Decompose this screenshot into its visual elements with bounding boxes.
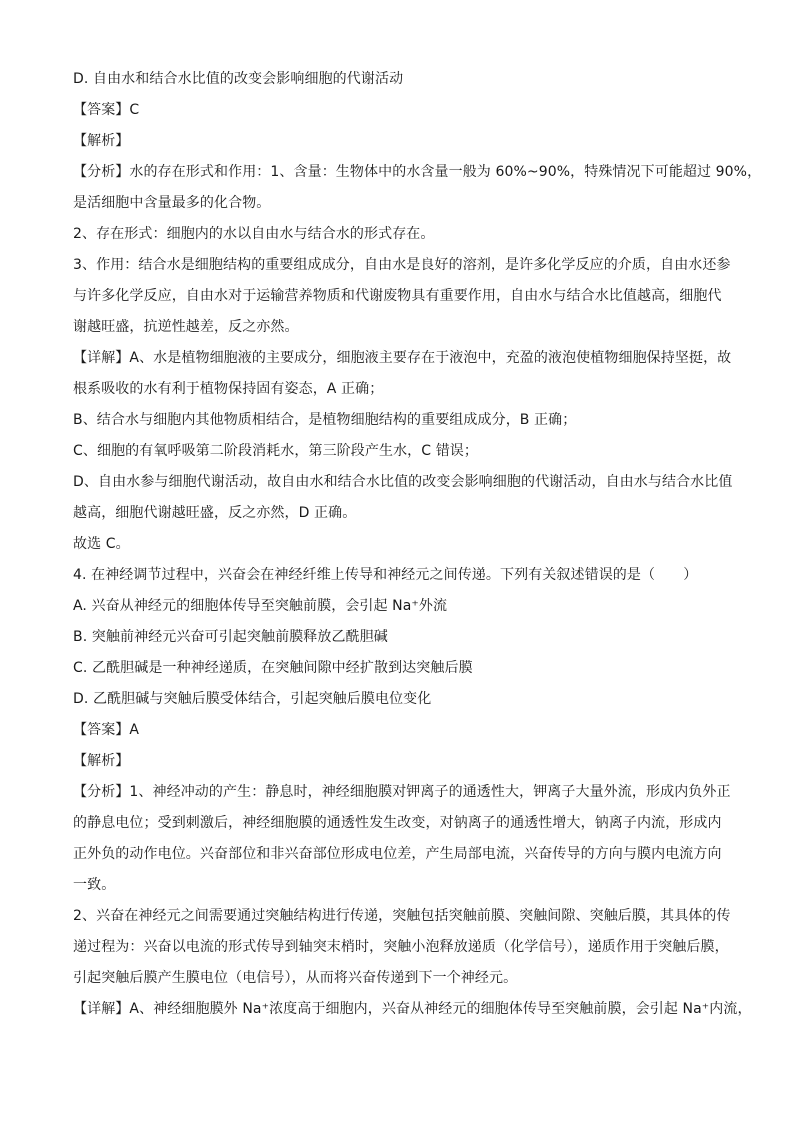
conclusion-line: 故选 C。 <box>73 536 130 552</box>
answer-label: 【答案】A <box>73 722 140 738</box>
detail-paragraph-line: 【详解】A、水是植物细胞液的主要成分，细胞液主要存在于液泡中，充盈的液泡使植物细胞保持坚挺，故 <box>73 350 732 366</box>
analysis-paragraph-line: 谢越旺盛，抗逆性越差，反之亦然。 <box>73 319 299 335</box>
analysis-paragraph-line: 一致。 <box>73 877 116 893</box>
question-4-option-d: D. 乙酰胆碱与突触后膜受体结合，引起突触后膜电位变化 <box>73 691 432 707</box>
detail-paragraph-line: 【详解】A、神经细胞膜外 Na⁺浓度高于细胞内，兴奋从神经元的细胞体传导至突触前膜，会引起 Na⁺内流， <box>73 1001 752 1017</box>
analysis-paragraph-line: 是活细胞中含量最多的化合物。 <box>73 195 271 211</box>
analysis-paragraph-line: 的静息电位；受到刺激后，神经细胞膜的通透性发生改变，对钠离子的通透性增大，钠离子内流，形成内 <box>73 815 722 831</box>
question-4-stem: 4. 在神经调节过程中，兴奋会在神经纤维上传导和神经元之间传递。下列有关叙述错误的是（ ） <box>73 567 698 583</box>
detail-paragraph-line: D、自由水参与细胞代谢活动，故自由水和结合水比值的改变会影响细胞的代谢活动，自由水与结合水比值 <box>73 474 733 490</box>
analysis-paragraph-line: 正外负的动作电位。兴奋部位和非兴奋部位形成电位差，产生局部电流，兴奋传导的方向与膜内电流方向 <box>73 846 722 862</box>
explanation-heading: 【解析】 <box>73 753 130 769</box>
analysis-paragraph-line: 与许多化学反应，自由水对于运输营养物质和代谢废物具有重要作用，自由水与结合水比值越高，细胞代 <box>73 288 722 304</box>
document-page <box>73 64 762 1025</box>
detail-paragraph-line: 越高，细胞代谢越旺盛，反之亦然，D 正确。 <box>73 505 357 521</box>
detail-paragraph-line: 根系吸收的水有利于植物保持固有姿态，A 正确； <box>73 381 384 397</box>
analysis-paragraph-line: 递过程为：兴奋以电流的形式传导到轴突末梢时，突触小泡释放递质（化学信号），递质作用于突触后膜， <box>73 939 729 955</box>
analysis-paragraph-line: 【分析】1、神经冲动的产生：静息时，神经细胞膜对钾离子的通透性大，钾离子大量外流，形成内负外正 <box>73 784 731 800</box>
analysis-paragraph-line: 2、存在形式：细胞内的水以自由水与结合水的形式存在。 <box>73 226 435 242</box>
detail-paragraph-line: B、结合水与细胞内其他物质相结合，是植物细胞结构的重要组成成分，B 正确； <box>73 412 577 428</box>
analysis-paragraph-line: 3、作用：结合水是细胞结构的重要组成成分，自由水是良好的溶剂，是许多化学反应的介质，自由水还参 <box>73 257 731 273</box>
question-4-option-c: C. 乙酰胆碱是一种神经递质，在突触间隙中经扩散到达突触后膜 <box>73 660 473 676</box>
analysis-paragraph-line: 【分析】水的存在形式和作用：1、含量：生物体中的水含量一般为 60%~90%，特殊情况下可能超过 90%， <box>73 164 762 180</box>
analysis-paragraph-line: 引起突触后膜产生膜电位（电信号），从而将兴奋传递到下一个神经元。 <box>73 970 518 986</box>
explanation-heading: 【解析】 <box>73 133 130 149</box>
answer-label: 【答案】C <box>73 102 140 118</box>
analysis-paragraph-line: 2、兴奋在神经元之间需要通过突触结构进行传递，突触包括突触前膜、突触间隙、突触后膜，其具体的传 <box>73 908 731 924</box>
question-4-option-a: A. 兴奋从神经元的细胞体传导至突触前膜，会引起 Na⁺外流 <box>73 598 448 614</box>
detail-paragraph-line: C、细胞的有氧呼吸第二阶段消耗水，第三阶段产生水，C 错误； <box>73 443 478 459</box>
question-4-option-b: B. 突触前神经元兴奋可引起突触前膜释放乙酰胆碱 <box>73 629 388 645</box>
option-d-statement: D. 自由水和结合水比值的改变会影响细胞的代谢活动 <box>73 71 404 87</box>
